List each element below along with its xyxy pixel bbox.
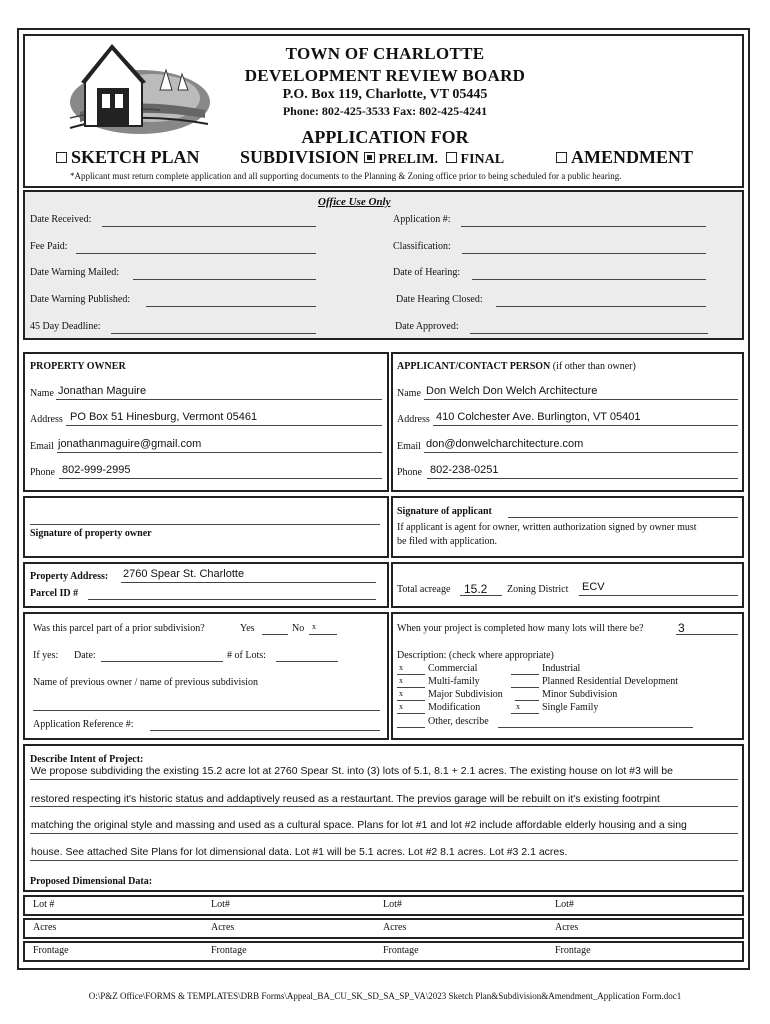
prior-lots-field[interactable]: [276, 661, 338, 662]
table-cell: Frontage: [555, 945, 591, 956]
amendment-label: AMENDMENT: [571, 147, 693, 167]
option-blank[interactable]: [397, 727, 425, 728]
fee-paid-field[interactable]: [76, 253, 316, 254]
fee-paid-label: Fee Paid:: [30, 241, 68, 252]
application-no-label: Application #:: [393, 214, 451, 225]
option-mark: x: [399, 689, 403, 698]
zoning-field[interactable]: [579, 595, 738, 596]
parcel-id-label: Parcel ID #: [30, 588, 79, 599]
option-label: Industrial: [542, 663, 581, 674]
table-cell: Acres: [555, 922, 579, 933]
phone-fax: Phone: 802-425-3533 Fax: 802-425-4241: [282, 104, 488, 118]
description-label: Description: (check where appropriate): [397, 650, 554, 661]
date-warning-mailed-label: Date Warning Mailed:: [30, 267, 119, 278]
option-blank[interactable]: [397, 687, 425, 688]
intent-heading: Describe Intent of Project:: [30, 754, 144, 765]
parcel-id-field[interactable]: [88, 599, 376, 600]
date-of-hearing-label: Date of Hearing:: [393, 267, 461, 278]
prior-lots-label: # of Lots:: [227, 650, 266, 661]
office-use-title: Office Use Only: [318, 196, 391, 208]
date-approved-label: Date Approved:: [395, 321, 459, 332]
final-checkbox[interactable]: [446, 152, 457, 163]
sketch-plan-option[interactable]: [56, 147, 200, 168]
table-cell: Lot#: [555, 899, 574, 910]
option-label: Multi-family: [428, 676, 480, 687]
agent-note-1: If applicant is agent for owner, written authorization signed by owner must: [397, 522, 697, 533]
date-received-label: Date Received:: [30, 214, 92, 225]
lots-question: When your project is completed how many lots will there be?: [397, 623, 644, 634]
option-blank[interactable]: [511, 713, 539, 714]
applicant-name-value: Don Welch Don Welch Architecture: [426, 385, 598, 397]
owner-phone-value: 802-999-2995: [62, 464, 131, 476]
intent-rule-4[interactable]: [30, 860, 738, 861]
office-use-box: [23, 190, 744, 340]
applicant-name-label: Name: [397, 388, 421, 399]
intent-rule-2[interactable]: [30, 806, 738, 807]
option-label: Other, describe: [428, 716, 489, 727]
owner-phone-field[interactable]: [59, 478, 382, 479]
intent-line-1: We propose subdividing the existing 15.2 acre lot at 2760 Spear St. into (3) lots of 5.1, 8.1 + 2.1 acres. The existing house on lot #3 will be: [31, 765, 673, 777]
lots-answer-field[interactable]: [676, 634, 738, 635]
owner-phone-label: Phone: [30, 467, 55, 478]
owner-email-field[interactable]: [57, 452, 382, 453]
classification-label: Classification:: [393, 241, 451, 252]
deadline-45-label: 45 Day Deadline:: [30, 321, 101, 332]
applicant-address-value: 410 Colchester Ave. Burlington, VT 05401: [436, 411, 641, 423]
option-blank[interactable]: [397, 713, 425, 714]
submission-note: *Applicant must return complete application and all supporting documents to the Planning & Zoning office prior to being scheduled for a public hearing.: [70, 171, 622, 181]
applicant-email-label: Email: [397, 441, 421, 452]
option-label: Commercial: [428, 663, 478, 674]
prior-date-label: Date:: [74, 650, 96, 661]
table-cell: Acres: [211, 922, 235, 933]
final-option[interactable]: [446, 152, 505, 167]
sketch-plan-checkbox[interactable]: [56, 152, 67, 163]
prior-yes-label: Yes: [240, 623, 255, 634]
date-warning-published-label: Date Warning Published:: [30, 294, 131, 305]
owner-address-value: PO Box 51 Hinesburg, Vermont 05461: [70, 411, 258, 423]
table-cell: Frontage: [211, 945, 247, 956]
date-warning-mailed-field[interactable]: [133, 279, 316, 280]
option-blank[interactable]: [397, 700, 425, 701]
acreage-label: Total acreage: [397, 584, 451, 595]
application-for-title: APPLICATION FOR: [301, 127, 469, 147]
applicant-phone-value: 802-238-0251: [430, 464, 499, 476]
prior-no-mark: x: [312, 622, 316, 631]
option-label: Planned Residential Development: [542, 676, 679, 687]
previous-owner-label: Name of previous owner / name of previous subdivision: [33, 677, 258, 688]
table-cell: Frontage: [383, 945, 419, 956]
option-label: Major Subdivision: [428, 689, 503, 700]
sketch-plan-label: SKETCH PLAN: [71, 147, 200, 167]
option-label: Minor Subdivision: [542, 689, 618, 700]
owner-address-label: Address: [30, 414, 63, 425]
intent-line-2: restored respecting it's historic status and addaptively reused as a restaurtant. The previos garage will be rebuilt on it's existing footrpint: [31, 793, 660, 805]
option-blank[interactable]: [511, 674, 539, 675]
date-of-hearing-field[interactable]: [472, 279, 706, 280]
property-owner-heading: PROPERTY OWNER: [30, 361, 126, 372]
file-path-footer: O:\P&Z Office\FORMS & TEMPLATES\DRB Forms\Appeal_BA_CU_SK_SD_SA_SP_VA\2023 Sketch Plan&Subdivision&Amendment_Application Form.doc1: [88, 991, 682, 1001]
table-cell: Lot#: [383, 899, 402, 910]
intent-line-3: matching the original style and massing and used as a cultural space. Plans for lot #1 and lot #2 include affordable elderly housing and a sing: [31, 819, 687, 831]
covered-bridge-logo: [40, 40, 210, 140]
date-approved-field[interactable]: [470, 333, 708, 334]
acreage-value: 15.2: [464, 582, 488, 596]
option-mark: x: [516, 702, 520, 711]
owner-address-field[interactable]: [66, 425, 382, 426]
date-hearing-closed-label: Date Hearing Closed:: [396, 294, 483, 305]
option-mark: x: [399, 663, 403, 672]
board-title: DEVELOPMENT REVIEW BOARD: [244, 66, 526, 85]
option-blank[interactable]: [515, 700, 539, 701]
application-no-field[interactable]: [461, 226, 706, 227]
owner-signature-box: [23, 496, 389, 558]
table-cell: Acres: [383, 922, 407, 933]
prior-date-field[interactable]: [101, 661, 223, 662]
subdivision-label: SUBDIVISION: [240, 147, 360, 167]
classification-field[interactable]: [462, 253, 706, 254]
town-title: TOWN OF CHARLOTTE: [285, 44, 485, 63]
applicant-signature-label: Signature of applicant: [397, 506, 492, 517]
prelim-option[interactable]: [364, 152, 442, 167]
application-reference-field[interactable]: [150, 730, 380, 731]
dimensional-heading: Proposed Dimensional Data:: [30, 876, 153, 887]
other-describe-field[interactable]: [498, 727, 693, 728]
property-address-field[interactable]: [121, 582, 376, 583]
date-hearing-closed-field[interactable]: [496, 306, 706, 307]
amendment-checkbox[interactable]: [556, 152, 567, 163]
prior-no-label: No: [292, 623, 305, 634]
owner-email-label: Email: [30, 441, 54, 452]
previous-owner-field[interactable]: [33, 710, 380, 711]
application-reference-label: Application Reference #:: [33, 719, 134, 730]
owner-signature-label: Signature of property owner: [30, 528, 152, 539]
applicant-name-field[interactable]: [424, 399, 738, 400]
option-blank[interactable]: [397, 674, 425, 675]
table-cell: Lot#: [211, 899, 230, 910]
intent-rule-1[interactable]: [30, 779, 738, 780]
owner-email-value: jonathanmaguire@gmail.com: [58, 438, 202, 450]
applicant-address-label: Address: [397, 414, 430, 425]
prelim-label: PRELIM.: [378, 152, 439, 167]
option-label: Single Family: [542, 702, 599, 713]
town-address: P.O. Box 119, Charlotte, VT 05445: [282, 87, 488, 102]
intent-line-4: house. See attached Site Plans for lot dimensional data. Lot #1 will be 5.1 acres. Lot #2 8.1 acres. Lot #3 2.1 acres.: [31, 846, 568, 858]
prior-yes-field[interactable]: [262, 634, 288, 635]
property-address-value: 2760 Spear St. Charlotte: [123, 568, 245, 580]
option-mark: x: [399, 702, 403, 711]
lots-answer-value: 3: [678, 621, 685, 635]
applicant-address-field[interactable]: [433, 425, 738, 426]
option-blank[interactable]: [511, 687, 539, 688]
prelim-checkbox[interactable]: [364, 152, 375, 163]
owner-name-label: Name: [30, 388, 54, 399]
deadline-45-field[interactable]: [111, 333, 316, 334]
applicant-phone-field[interactable]: [427, 478, 738, 479]
applicant-email-field[interactable]: [424, 452, 738, 453]
table-cell: Acres: [33, 922, 57, 933]
agent-note-2: be filed with application.: [397, 536, 497, 547]
property-address-label: Property Address:: [30, 571, 109, 582]
table-cell: Frontage: [33, 945, 69, 956]
date-received-field[interactable]: [102, 226, 316, 227]
owner-name-field[interactable]: [56, 399, 382, 400]
amendment-option[interactable]: [556, 147, 693, 168]
applicant-phone-label: Phone: [397, 467, 422, 478]
option-label: Modification: [428, 702, 481, 713]
subdivision-group: [240, 147, 504, 168]
option-mark: x: [399, 676, 403, 685]
prior-no-field[interactable]: [309, 634, 337, 635]
applicant-signature-field[interactable]: [508, 517, 738, 518]
applicant-heading: APPLICANT/CONTACT PERSON (if other than owner): [397, 361, 636, 372]
date-warning-published-field[interactable]: [146, 306, 316, 307]
prior-subdivision-question: Was this parcel part of a prior subdivision?: [33, 623, 205, 634]
zoning-label: Zoning District: [507, 584, 569, 595]
final-label: FINAL: [460, 152, 505, 167]
owner-signature-field[interactable]: [30, 524, 380, 525]
applicant-email-value: don@donwelcharchitecture.com: [426, 438, 584, 450]
intent-rule-3[interactable]: [30, 833, 738, 834]
if-yes-label: If yes:: [33, 650, 59, 661]
table-cell: Lot #: [33, 899, 55, 910]
zoning-value: ECV: [582, 581, 605, 593]
owner-name-value: Jonathan Maguire: [58, 385, 147, 397]
